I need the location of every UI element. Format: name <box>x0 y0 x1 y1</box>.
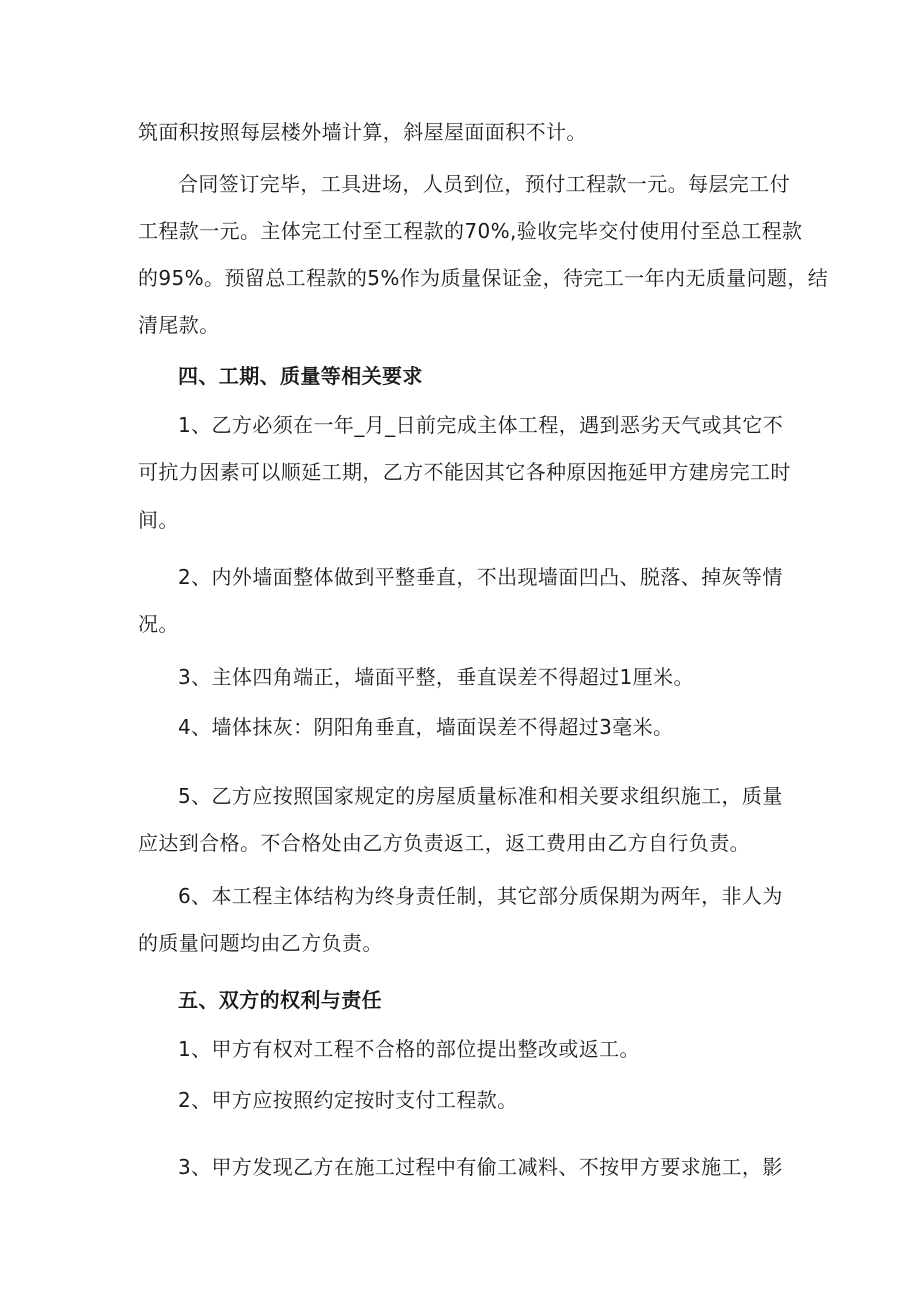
paragraph-line: 的95%。预留总工程款的5%作为质量保证金，待完工一年内无质量问题，结 <box>138 266 829 290</box>
paragraph-line: 清尾款。 <box>138 313 220 337</box>
paragraph-line: 3、甲方发现乙方在施工过程中有偷工减料、不按甲方要求施工，影 <box>178 1155 783 1179</box>
paragraph-line: 的质量问题均由乙方负责。 <box>138 931 383 955</box>
paragraph-line: 2、甲方应按照约定按时支付工程款。 <box>178 1088 518 1112</box>
section-heading: 四、工期、质量等相关要求 <box>178 364 423 388</box>
paragraph-line: 4、墙体抹灰：阴阳角垂直，墙面误差不得超过3毫米。 <box>178 715 674 739</box>
paragraph-line: 6、本工程主体结构为终身责任制，其它部分质保期为两年，非人为 <box>178 884 783 908</box>
paragraph-line: 5、乙方应按照国家规定的房屋质量标准和相关要求组织施工，质量 <box>178 784 783 808</box>
paragraph-line: 2、内外墙面整体做到平整垂直，不出现墙面凹凸、脱落、掉灰等情 <box>178 565 783 589</box>
paragraph-line: 况。 <box>138 612 179 636</box>
paragraph-line: 1、甲方有权对工程不合格的部位提出整改或返工。 <box>178 1037 640 1061</box>
paragraph-line: 合同签订完毕，工具进场，人员到位，预付工程款一元。每层完工付 <box>178 172 790 196</box>
paragraph-line: 筑面积按照每层楼外墙计算，斜屋屋面面积不计。 <box>138 120 587 144</box>
paragraph-line: 工程款一元。主体完工付至工程款的70%,验收完毕交付使用付至总工程款 <box>138 219 803 243</box>
section-heading: 五、双方的权利与责任 <box>178 988 382 1012</box>
paragraph-line: 1、乙方必须在一年_月_日前完成主体工程，遇到恶劣天气或其它不 <box>178 413 784 437</box>
paragraph-line: 应达到合格。不合格处由乙方负责返工，返工费用由乙方自行负责。 <box>138 831 750 855</box>
paragraph-line: 3、主体四角端正，墙面平整，垂直误差不得超过1厘米。 <box>178 665 694 689</box>
paragraph-line: 间。 <box>138 508 179 532</box>
paragraph-line: 可抗力因素可以顺延工期，乙方不能因其它各种原因拖延甲方建房完工时 <box>138 460 791 484</box>
